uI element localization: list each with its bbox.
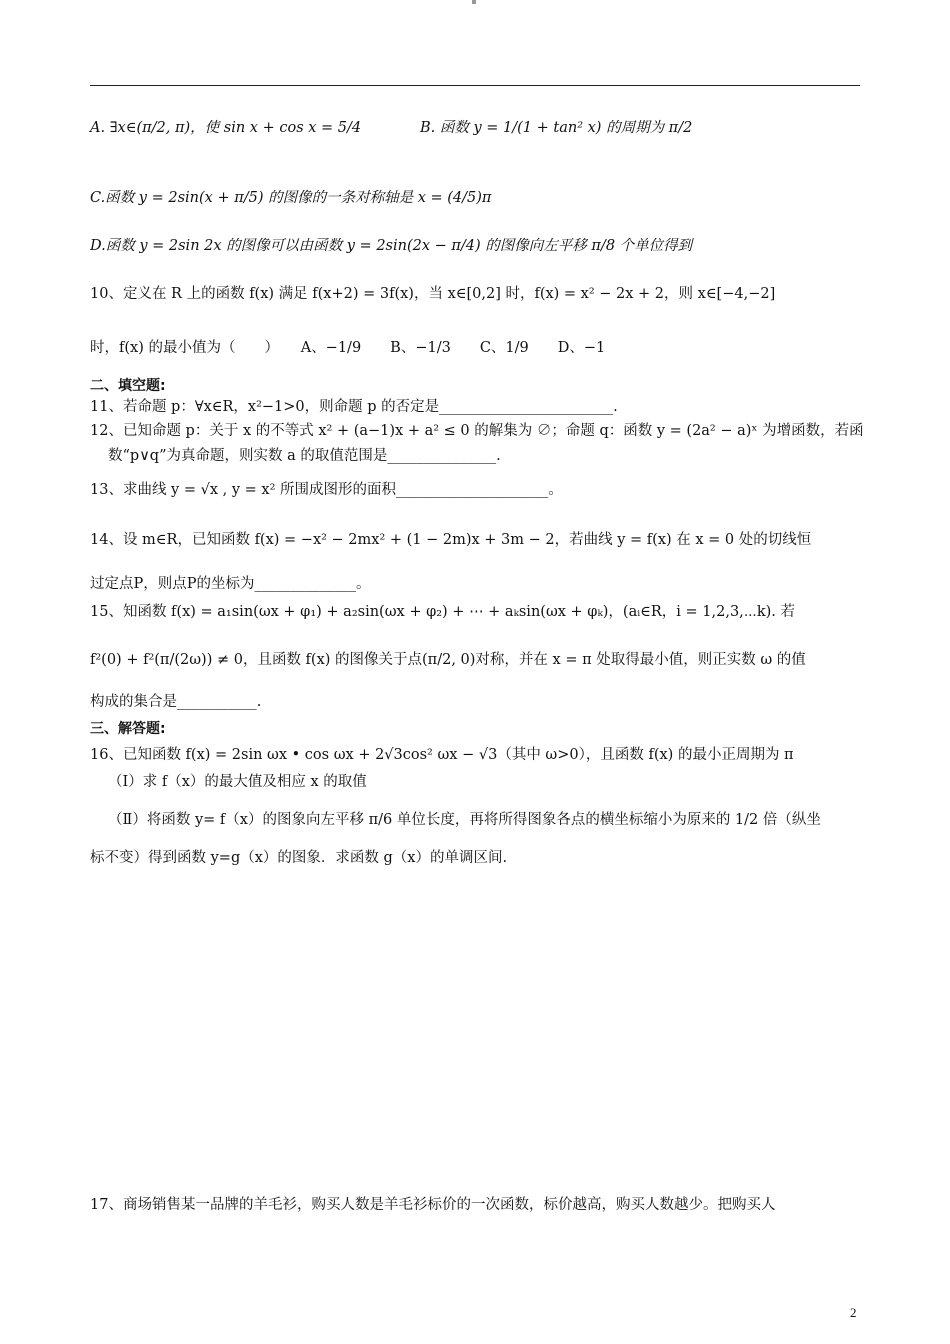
option-9a: A. ∃x∈(π/2, π)，使 sin x + cos x = 5/4 (90, 120, 362, 136)
question-16-part1: （I）求 f（x）的最大值及相应 x 的取值 (108, 774, 367, 790)
question-15: 15、知函数 f(x) = a₁sin(ωx + φ₁) + a₂sin(ωx + φ₂) + ⋯ + aₖsin(ωx + φₖ)，(aᵢ∈R，i = 1,2,3,⋯k). 若 (90, 604, 795, 620)
question-17: 17、商场销售某一品牌的羊毛衫，购买人数是羊毛衫标价的一次函数，标价越高，购买人数越少。把购买人 (90, 1197, 776, 1213)
option-9b: B. 函数 y = 1/(1 + tan² x) 的周期为 π/2 (420, 120, 693, 136)
section-solutions: 三、解答题: (90, 721, 166, 737)
question-14-cont: 过定点P，则点P的坐标为______________。 (90, 576, 371, 592)
question-16: 16、已知函数 f(x) = 2sin ωx • cos ωx + 2√3cos² ωx − √3（其中 ω>0），且函数 f(x) 的最小正周期为 π (90, 747, 794, 763)
question-16-part2-cont: 标不变）得到函数 y=g（x）的图象．求函数 g（x）的单调区间. (90, 850, 508, 866)
question-14: 14、设 m∈R，已知函数 f(x) = −x² − 2mx² + (1 − 2m)x + 3m − 2，若曲线 y = f(x) 在 x = 0 处的切线恒 (90, 532, 812, 548)
question-10-choices: 时，f(x) 的最小值为（ ） A、−1/9 B、−1/3 C、1/9 D、−1 (90, 340, 606, 356)
scan-mark (472, 0, 476, 4)
question-10: 10、定义在 R 上的函数 f(x) 满足 f(x+2) = 3f(x)，当 x∈[0,2] 时，f(x) = x² − 2x + 2，则 x∈[−4,−2] (90, 286, 776, 302)
section-fill-in: 二、填空题: (90, 378, 166, 394)
question-13: 13、求曲线 y = √x , y = x² 所围成图形的面积_____________________。 (90, 482, 563, 498)
question-11: 11、若命题 p：∀x∈R，x²−1>0，则命题 p 的否定是________________________. (90, 399, 618, 415)
page-number: 2 (850, 1305, 857, 1320)
question-12-cont: 数“p∨q”为真命题，则实数 a 的取值范围是_______________. (108, 448, 501, 464)
question-15-end: 构成的集合是___________. (90, 694, 262, 710)
question-15-cont: f²(0) + f²(π/(2ω)) ≠ 0，且函数 f(x) 的图像关于点(π/2, 0)对称，并在 x = π 处取得最小值，则正实数 ω 的值 (90, 652, 806, 668)
option-9d: D.函数 y = 2sin 2x 的图像可以由函数 y = 2sin(2x − π/4) 的图像向左平移 π/8 个单位得到 (90, 238, 693, 254)
option-9c: C.函数 y = 2sin(x + π/5) 的图像的一条对称轴是 x = (4/5)π (90, 190, 492, 206)
header-rule (90, 85, 860, 86)
question-16-part2: （Ⅱ）将函数 y= f（x）的图象向左平移 π/6 单位长度，再将所得图象各点的横坐标缩小为原来的 1/2 倍（纵坐 (108, 812, 821, 828)
question-12: 12、已知命题 p：关于 x 的不等式 x² + (a−1)x + a² ≤ 0 的解集为 ∅；命题 q：函数 y = (2a² − a)ˣ 为增函数，若函 (90, 423, 864, 439)
